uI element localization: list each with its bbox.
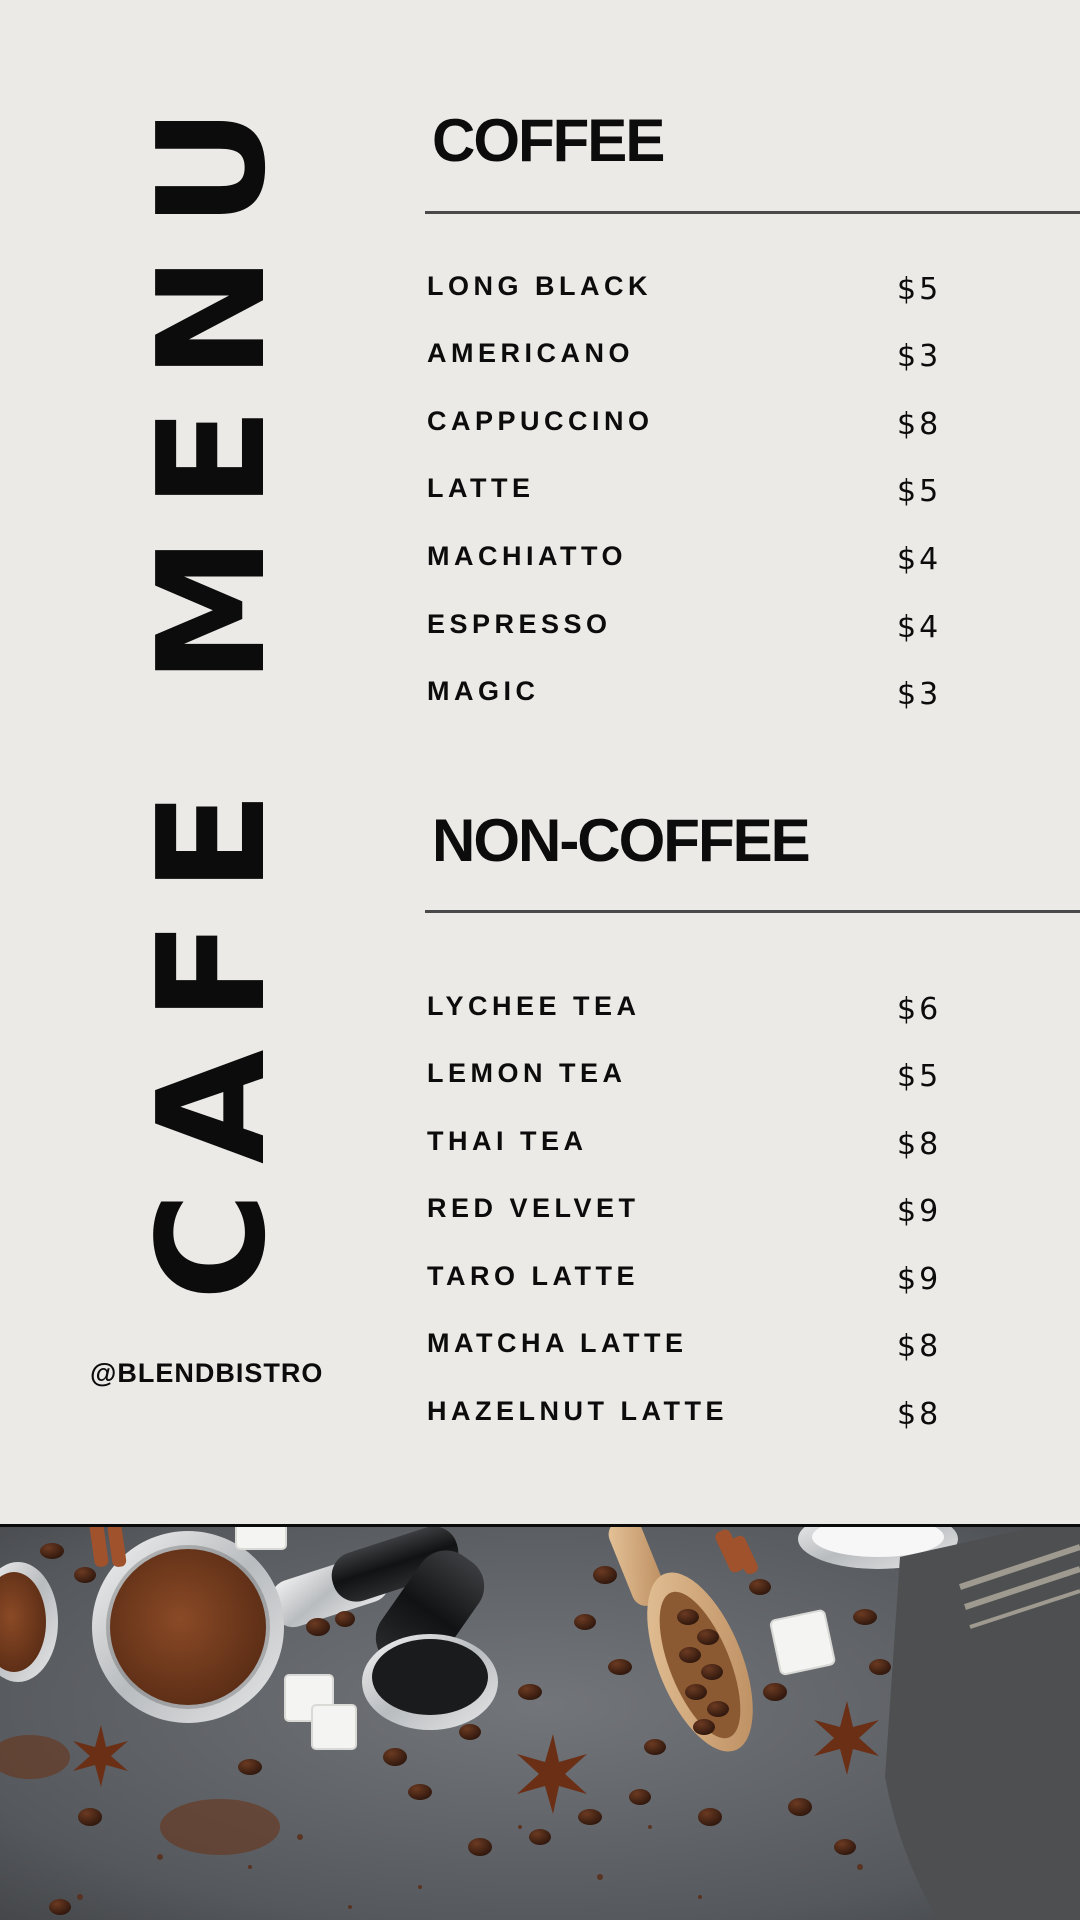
- menu-item: [427, 671, 947, 711]
- item-price: $5: [897, 474, 942, 509]
- item-name: MATCHA LATTE: [427, 1328, 688, 1358]
- menu-item: [427, 536, 947, 576]
- item-name: LEMON TEA: [427, 1058, 627, 1088]
- menu-item: [427, 1188, 947, 1228]
- item-name: HAZELNUT LATTE: [427, 1396, 728, 1426]
- item-name: AMERICANO: [427, 338, 634, 368]
- item-price: $8: [897, 1397, 942, 1432]
- item-name: RED VELVET: [427, 1193, 640, 1223]
- item-price: $8: [897, 407, 942, 442]
- menu-item: [427, 1323, 947, 1363]
- menu-item: [427, 604, 947, 644]
- menu-item: [427, 1391, 947, 1431]
- section-heading-non-coffee: NON-COFFEE: [432, 807, 809, 874]
- item-name: THAI TEA: [427, 1126, 588, 1156]
- item-name: CAPPUCCINO: [427, 406, 654, 436]
- menu-item: [427, 986, 947, 1026]
- item-name: MACHIATTO: [427, 541, 627, 571]
- item-price: $8: [897, 1127, 942, 1162]
- item-price: $3: [897, 677, 942, 712]
- social-handle: @BLENDBISTRO: [90, 1358, 324, 1388]
- item-name: TARO LATTE: [427, 1261, 639, 1291]
- item-name: ESPRESSO: [427, 609, 612, 639]
- item-price: $5: [897, 1059, 942, 1094]
- menu-item: [427, 1256, 947, 1296]
- towel-icon: [885, 1527, 1080, 1920]
- section-heading-coffee: COFFEE: [432, 107, 664, 174]
- menu-title: CAFE MENU: [126, 79, 298, 1301]
- menu-item: [427, 468, 947, 508]
- menu-item: [427, 333, 947, 373]
- item-price: $6: [897, 992, 942, 1027]
- menu-item: [427, 266, 947, 306]
- item-price: $5: [897, 272, 942, 307]
- menu-item: [427, 1053, 947, 1093]
- item-name: LYCHEE TEA: [427, 991, 641, 1021]
- coffee-photo: [0, 1527, 1080, 1920]
- item-price: $4: [897, 610, 942, 645]
- item-price: $8: [897, 1329, 942, 1364]
- coffee-photo-banner: [0, 1524, 1080, 1920]
- item-name: LATTE: [427, 473, 535, 503]
- menu-item: [427, 1121, 947, 1161]
- item-price: $9: [897, 1194, 942, 1229]
- item-price: $3: [897, 339, 942, 374]
- item-name: MAGIC: [427, 676, 540, 706]
- section-divider-coffee: [425, 211, 1080, 214]
- item-price: $4: [897, 542, 942, 577]
- item-price: $9: [897, 1262, 942, 1297]
- item-name: LONG BLACK: [427, 271, 652, 301]
- menu-item: [427, 401, 947, 441]
- section-divider-non-coffee: [425, 910, 1080, 913]
